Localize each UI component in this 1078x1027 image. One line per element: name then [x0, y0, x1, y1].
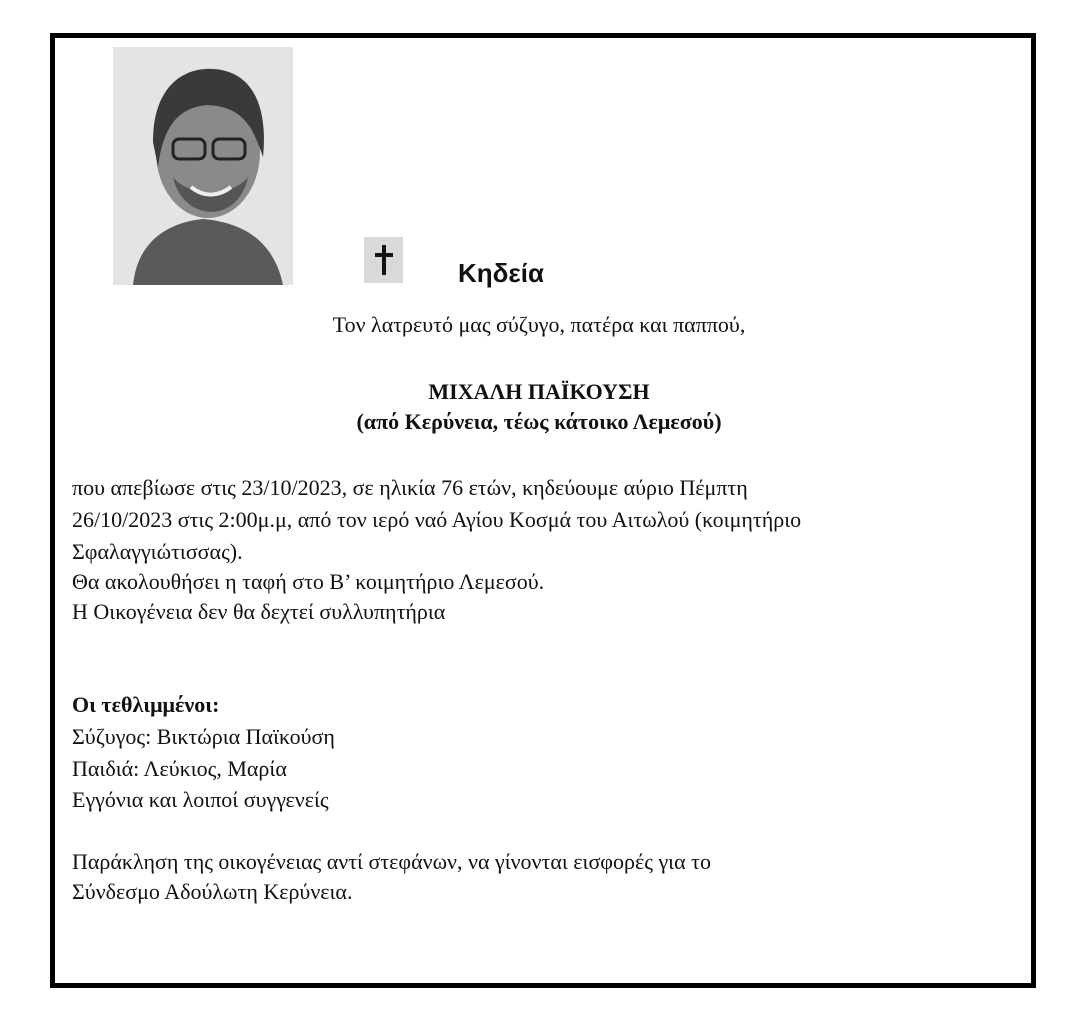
announcement-line: που απεβίωσε στις 23/10/2023, σε ηλικία 76 ετών, κηδεύουμε αύριο Πέμπτη — [72, 475, 748, 500]
announcement-line: Η Οικογένεια δεν θα δεχτεί συλλυπητήρια — [72, 599, 446, 624]
portrait-photo — [113, 47, 293, 285]
latin-cross-icon — [364, 237, 403, 283]
request-line: Σύνδεσμο Αδούλωτη Κερύνεια. — [72, 879, 353, 904]
deceased-name: ΜΙΧΑΛΗ ΠΑΪΚΟΥΣΗ — [428, 379, 650, 404]
mourner-line: Παιδιά: Λεύκιος, Μαρία — [72, 756, 287, 781]
mourner-line: Εγγόνια και λοιποί συγγενείς — [72, 787, 329, 812]
announcement-line: Σφαλαγγιώτισσας). — [72, 539, 243, 564]
page-title: Κηδεία — [458, 258, 544, 288]
intro-line: Τον λατρευτό μας σύζυγο, πατέρα και παππού, — [332, 312, 746, 337]
mourner-line: Σύζυγος: Βικτώρια Παϊκούση — [72, 724, 335, 749]
announcement-line: Θα ακολουθήσει η ταφή στο Β’ κοιμητήριο Λεμεσού. — [72, 569, 545, 594]
mourners-heading: Οι τεθλιμμένοι: — [72, 692, 220, 717]
request-line: Παράκληση της οικογένειας αντί στεφάνων, να γίνονται εισφορές για το — [72, 849, 711, 874]
deceased-origin: (από Κερύνεια, τέως κάτοικο Λεμεσού) — [356, 409, 722, 434]
announcement-line: 26/10/2023 στις 2:00μ.μ, από τον ιερό ναό Αγίου Κοσμά του Αιτωλού (κοιμητήριο — [72, 507, 802, 532]
